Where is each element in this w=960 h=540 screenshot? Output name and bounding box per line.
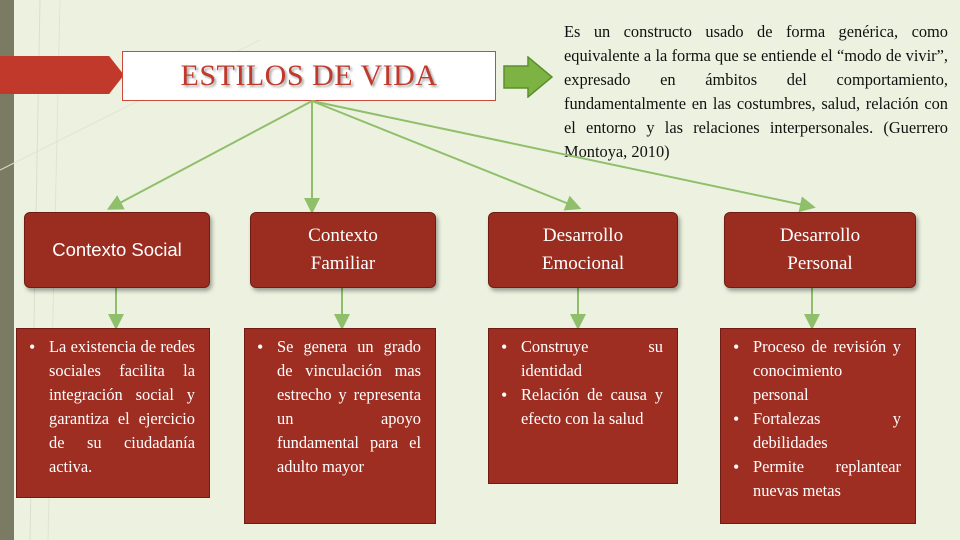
category-label: Desarrollo Personal	[779, 225, 861, 274]
category-label: Contexto Familiar	[308, 225, 378, 274]
category-desarrollo-personal	[724, 212, 916, 288]
connector-title-personal	[312, 101, 808, 206]
category-label: Contexto Social	[52, 239, 182, 260]
connector-title-social	[114, 101, 312, 206]
detail-contexto-familiar	[244, 328, 436, 524]
list-item: • Relación de causa y efecto con la salud	[499, 383, 663, 431]
detail-desarrollo-emocional	[488, 328, 678, 484]
category-label: Desarrollo Emocional	[541, 225, 625, 274]
detail-desarrollo-personal	[720, 328, 916, 524]
page-title: ESTILOS DE VIDA	[180, 59, 438, 92]
category-contexto-familiar	[250, 212, 436, 288]
list-item: • Permite replantear nuevas metas	[731, 455, 901, 503]
connector-title-emocional	[312, 101, 574, 206]
list-item: • Proceso de revisión y conocimiento personal	[731, 335, 901, 407]
category-contexto-social	[24, 212, 210, 288]
list-item: • La existencia de redes sociales facilita la integración social y garantiza el ejercicio de su ciudadanía activa.	[27, 335, 195, 479]
category-desarrollo-emocional	[488, 212, 678, 288]
list-item: • Se genera un grado de vinculación mas estrecho y representa un apoyo fundamental para el adulto mayor	[255, 335, 421, 479]
list-item: • Construye su identidad	[499, 335, 663, 383]
list-item: • Fortalezas y debilidades	[731, 407, 901, 455]
detail-contexto-social	[16, 328, 210, 498]
definition-text: Es un constructo usado de forma genérica, como equivalente a la forma que se entiende el “modo de vivir”, expresado en ámbitos del comportamiento, fundamentalmente en las costumbres, salud, relación con el entorno y las relaciones interpersonales. (Guerrero Montoya, 2010)	[564, 22, 948, 161]
